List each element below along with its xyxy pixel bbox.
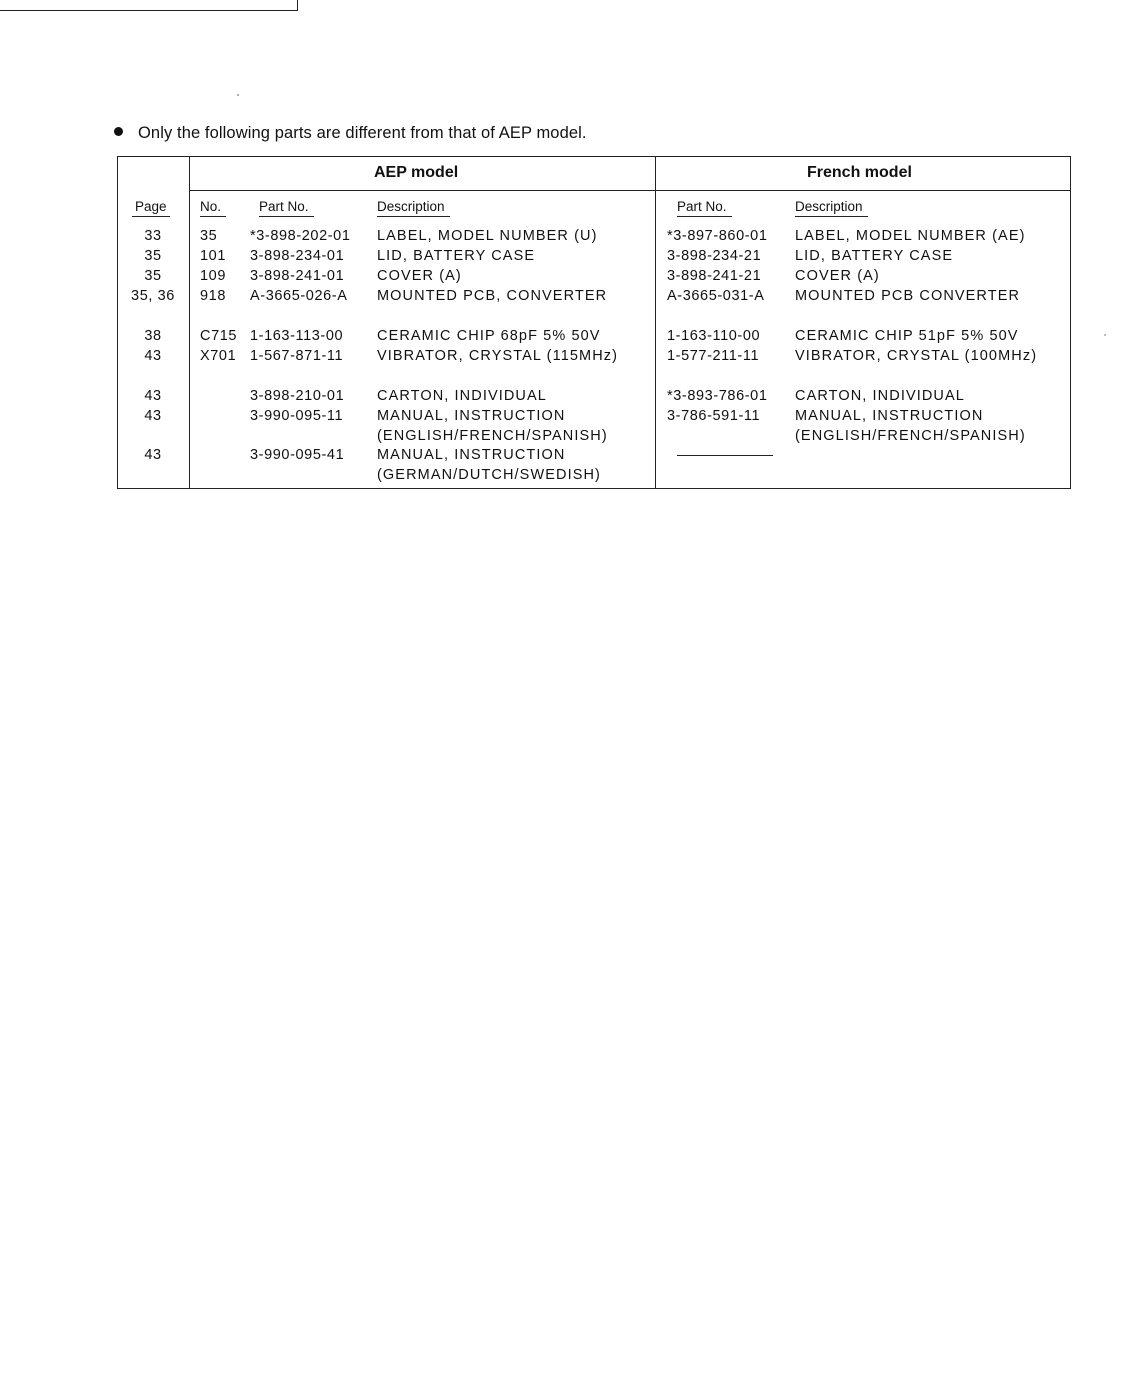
cell-aep-part-no: 3-898-210-01 [250, 388, 345, 404]
cell-french-part-no: *3-897-860-01 [667, 228, 768, 244]
cell-french-part-no: 3-786-591-11 [667, 408, 761, 424]
cell-french-part-no: A-3665-031-A [667, 288, 765, 304]
cell-french-description: LID, BATTERY CASE [795, 248, 954, 264]
cell-page: 43 [144, 447, 162, 463]
cell-french-description: COVER (A) [795, 268, 880, 284]
divider-page [189, 157, 190, 488]
divider-group-header [189, 190, 1070, 191]
cell-aep-part-no: 3-990-095-41 [250, 447, 345, 463]
header-aep-description: Description [377, 199, 450, 217]
cell-aep-description: COVER (A) [377, 268, 462, 284]
cell-no: X701 [200, 348, 237, 364]
cell-aep-description: MANUAL, INSTRUCTION [377, 447, 566, 463]
cell-no: 109 [200, 268, 226, 284]
bullet-icon [114, 127, 123, 136]
aep-model-heading: AEP model [374, 164, 459, 181]
cell-aep-part-no: 3-898-241-01 [250, 268, 345, 284]
cell-french-part-no: 1-577-211-11 [667, 348, 760, 364]
cell-aep-part-no: *3-898-202-01 [250, 228, 351, 244]
cell-page: 43 [144, 388, 162, 404]
not-applicable-dash [677, 455, 773, 456]
cell-french-part-no: 3-898-241-21 [667, 268, 762, 284]
header-french-part-no: Part No. [677, 199, 732, 217]
parts-difference-table [117, 156, 1071, 489]
cell-aep-part-no: 3-990-095-11 [250, 408, 344, 424]
cell-no: 101 [200, 248, 226, 264]
cell-aep-description: LABEL, MODEL NUMBER (U) [377, 228, 598, 244]
cell-aep-description: CERAMIC CHIP 68pF 5% 50V [377, 328, 601, 344]
cell-no: 35 [200, 228, 218, 244]
cell-aep-description: LID, BATTERY CASE [377, 248, 536, 264]
cell-french-description: MOUNTED PCB CONVERTER [795, 288, 1021, 304]
cell-aep-description: (ENGLISH/FRENCH/SPANISH) [377, 428, 608, 444]
cell-french-description: CARTON, INDIVIDUAL [795, 388, 965, 404]
divider-models [655, 157, 656, 488]
cell-aep-part-no: 1-567-871-11 [250, 348, 344, 364]
corner-rule-vertical [297, 0, 298, 11]
intro-note [114, 124, 587, 143]
header-page: Page [132, 199, 170, 217]
cell-french-part-no: 3-898-234-21 [667, 248, 762, 264]
cell-french-description: VIBRATOR, CRYSTAL (100MHz) [795, 348, 1038, 364]
cell-no: C715 [200, 328, 238, 344]
cell-french-description: LABEL, MODEL NUMBER (AE) [795, 228, 1026, 244]
french-model-heading: French model [807, 164, 912, 181]
cell-aep-part-no: A-3665-026-A [250, 288, 348, 304]
cell-aep-part-no: 1-163-113-00 [250, 328, 344, 344]
cell-aep-description: MANUAL, INSTRUCTION [377, 408, 566, 424]
cell-aep-description: CARTON, INDIVIDUAL [377, 388, 547, 404]
cell-page: 43 [144, 408, 162, 424]
cell-aep-description: VIBRATOR, CRYSTAL (115MHz) [377, 348, 619, 364]
cell-aep-description: (GERMAN/DUTCH/SWEDISH) [377, 467, 601, 483]
header-aep-part-no: Part No. [259, 199, 314, 217]
cell-page: 35 [144, 248, 162, 264]
cell-aep-description: MOUNTED PCB, CONVERTER [377, 288, 608, 304]
cell-page: 33 [144, 228, 162, 244]
intro-note-text: Only the following parts are different from that of AEP model. [138, 124, 587, 142]
header-french-description: Description [795, 199, 868, 217]
cell-page: 35, 36 [131, 288, 175, 304]
cell-french-part-no: *3-893-786-01 [667, 388, 768, 404]
cell-page: 35 [144, 268, 162, 284]
cell-french-description: (ENGLISH/FRENCH/SPANISH) [795, 428, 1026, 444]
header-no: No. [200, 199, 226, 217]
corner-rule-horizontal [0, 10, 298, 11]
cell-no: 918 [200, 288, 226, 304]
cell-page: 43 [144, 348, 162, 364]
cell-french-description: MANUAL, INSTRUCTION [795, 408, 984, 424]
cell-french-part-no: 1-163-110-00 [667, 328, 761, 344]
cell-aep-part-no: 3-898-234-01 [250, 248, 345, 264]
cell-french-description: CERAMIC CHIP 51pF 5% 50V [795, 328, 1019, 344]
cell-page: 38 [144, 328, 162, 344]
scan-speck [237, 94, 239, 96]
scan-speck [1104, 334, 1106, 336]
